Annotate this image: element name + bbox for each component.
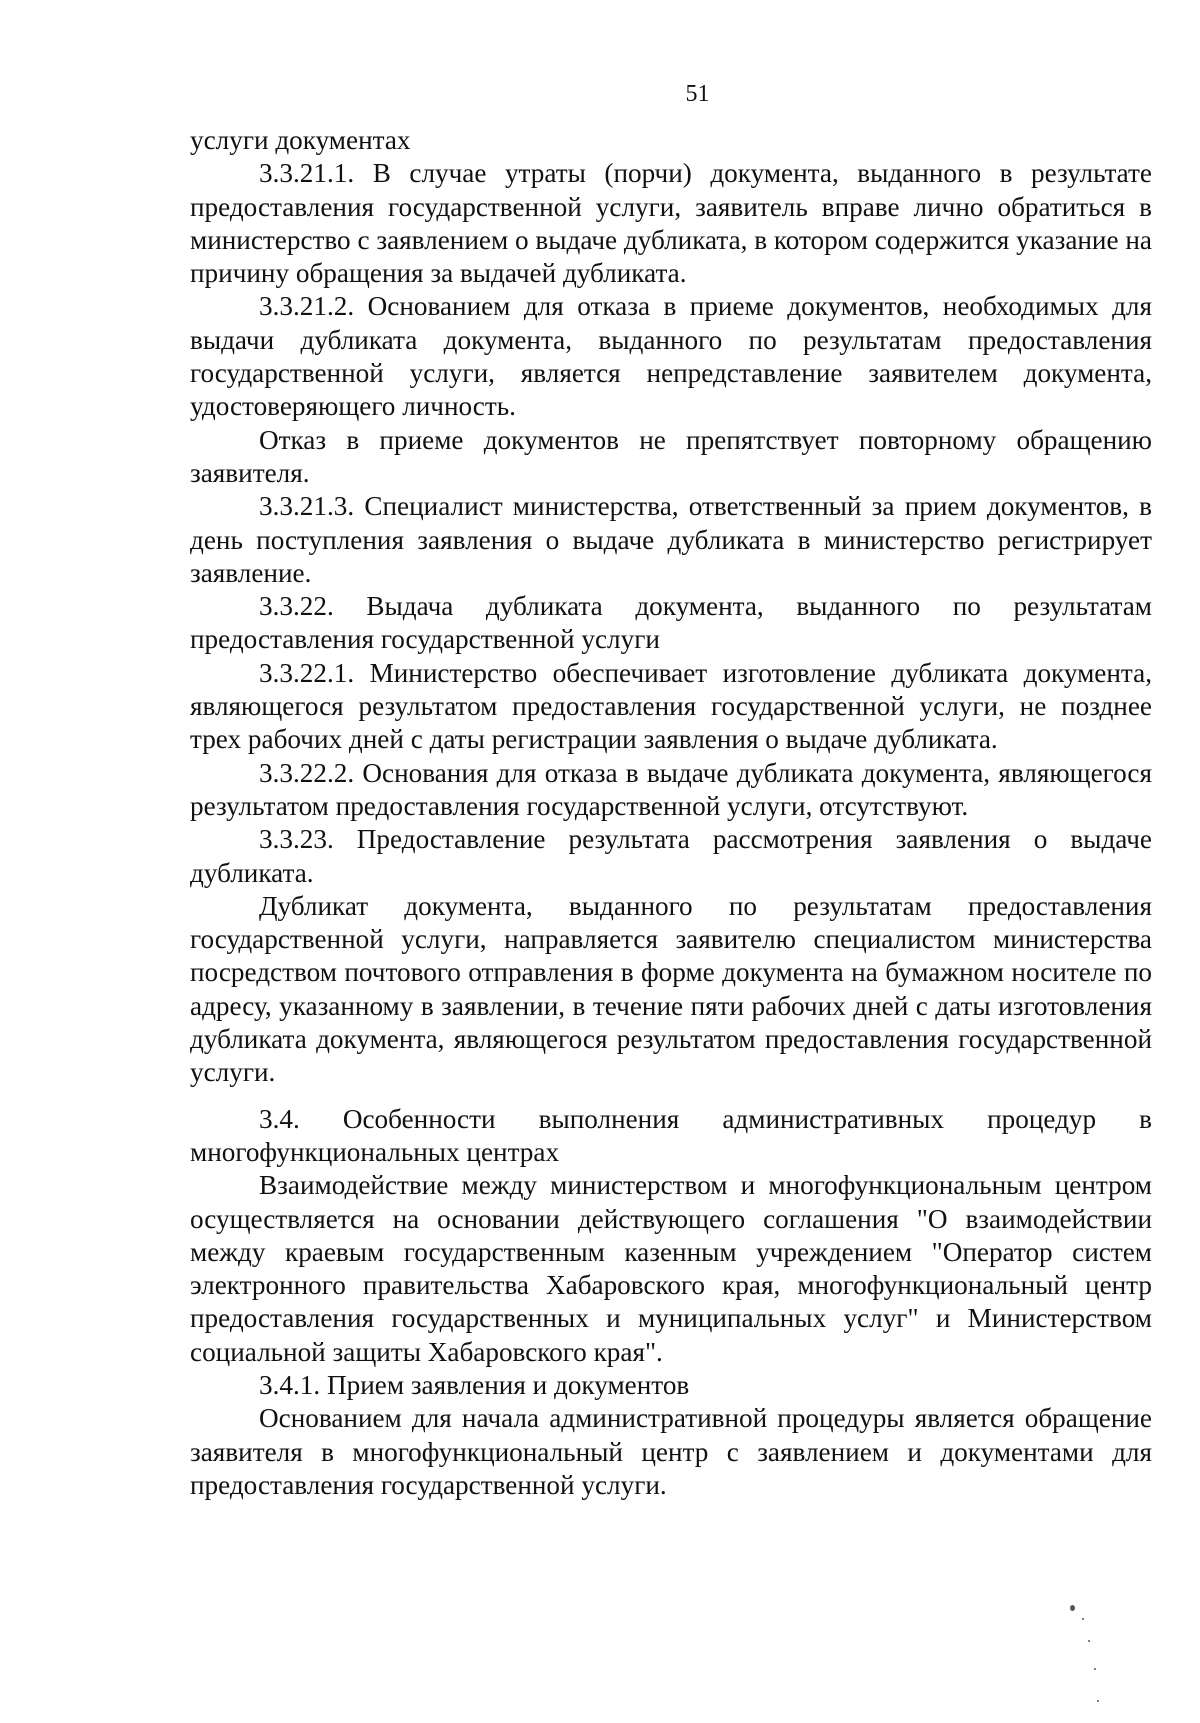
heading-3-4: 3.4. Особенности выполнения административных процедур в многофункциональных центрах: [190, 1103, 1152, 1167]
paragraph-duplicate-delivery: Дубликат документа, выданного по результатам предоставления государственной услуги, направляется заявителю специалистом министерства посредством почтового отправления в форме документа на бумажном носителе по адресу, указанному в заявлении, в течение пяти рабочих дней с даты изготовления дубликата документа, являющегося результатом предоставления государственной услуги.: [190, 890, 1152, 1088]
scan-speck: [1097, 1700, 1099, 1702]
heading-3-3-23: 3.3.23. Предоставление результата рассмотрения заявления о выдаче дубликата.: [190, 824, 1152, 888]
paragraph-interaction: Взаимодействие между министерством и многофункциональным центром осуществляется на основании действующего соглашения "О взаимодействии между краевым государственным казенным учреждением "Оператор систем электронного правительства Хабаровского края, многофункциональный центр предоставления государственных и муниципальных услуг" и Министерством социальной защиты Хабаровского края".: [190, 1170, 1152, 1367]
paragraph-continuation: услуги документах: [190, 125, 411, 155]
scan-speck: [1094, 1668, 1096, 1670]
paragraph-3-3-21-3: 3.3.21.3. Специалист министерства, ответственный за прием документов, в день поступления заявления о выдаче дубликата в министерство регистрирует заявление.: [190, 491, 1152, 588]
paragraph-refusal-note: Отказ в приеме документов не препятствует повторному обращению заявителя.: [190, 424, 1152, 488]
paragraph-3-3-21-1: 3.3.21.1. В случае утраты (порчи) документа, выданного в результате предоставления государственной услуги, заявитель вправе лично обратиться в министерство с заявлением о выдаче дубликата, в котором содержится указание на причину обращения за выдачей дубликата.: [190, 158, 1152, 289]
page-number: 51: [685, 81, 710, 107]
heading-3-3-22: 3.3.22. Выдача дубликата документа, выданного по результатам предоставления государственной услуги: [190, 591, 1152, 655]
paragraph-3-3-21-2: 3.3.21.2. Основанием для отказа в приеме документов, необходимых для выдачи дубликата документа, выданного по результатам предоставления государственной услуги, является непредставление заявителем документа, удостоверяющего личность.: [190, 291, 1152, 422]
document-body: [190, 124, 1152, 1502]
scan-speck: [1070, 1605, 1075, 1611]
paragraph-3-3-22-1: 3.3.22.1. Министерство обеспечивает изготовление дубликата документа, являющегося результатом предоставления государственной услуги, не позднее трех рабочих дней с даты регистрации заявления о выдаче дубликата.: [190, 657, 1152, 755]
paragraph-3-3-22-2: 3.3.22.2. Основания для отказа в выдаче дубликата документа, являющегося результатом предоставления государственной услуги, отсутствуют.: [190, 757, 1152, 821]
scan-speck: [1088, 1640, 1090, 1642]
scan-speck: [1082, 1618, 1084, 1620]
paragraph-3-4-1-basis: Основанием для начала административной процедуры является обращение заявителя в многофункциональный центр с заявлением и документами для предоставления государственной услуги.: [190, 1403, 1152, 1500]
heading-3-4-1: 3.4.1. Прием заявления и документов: [259, 1369, 690, 1400]
